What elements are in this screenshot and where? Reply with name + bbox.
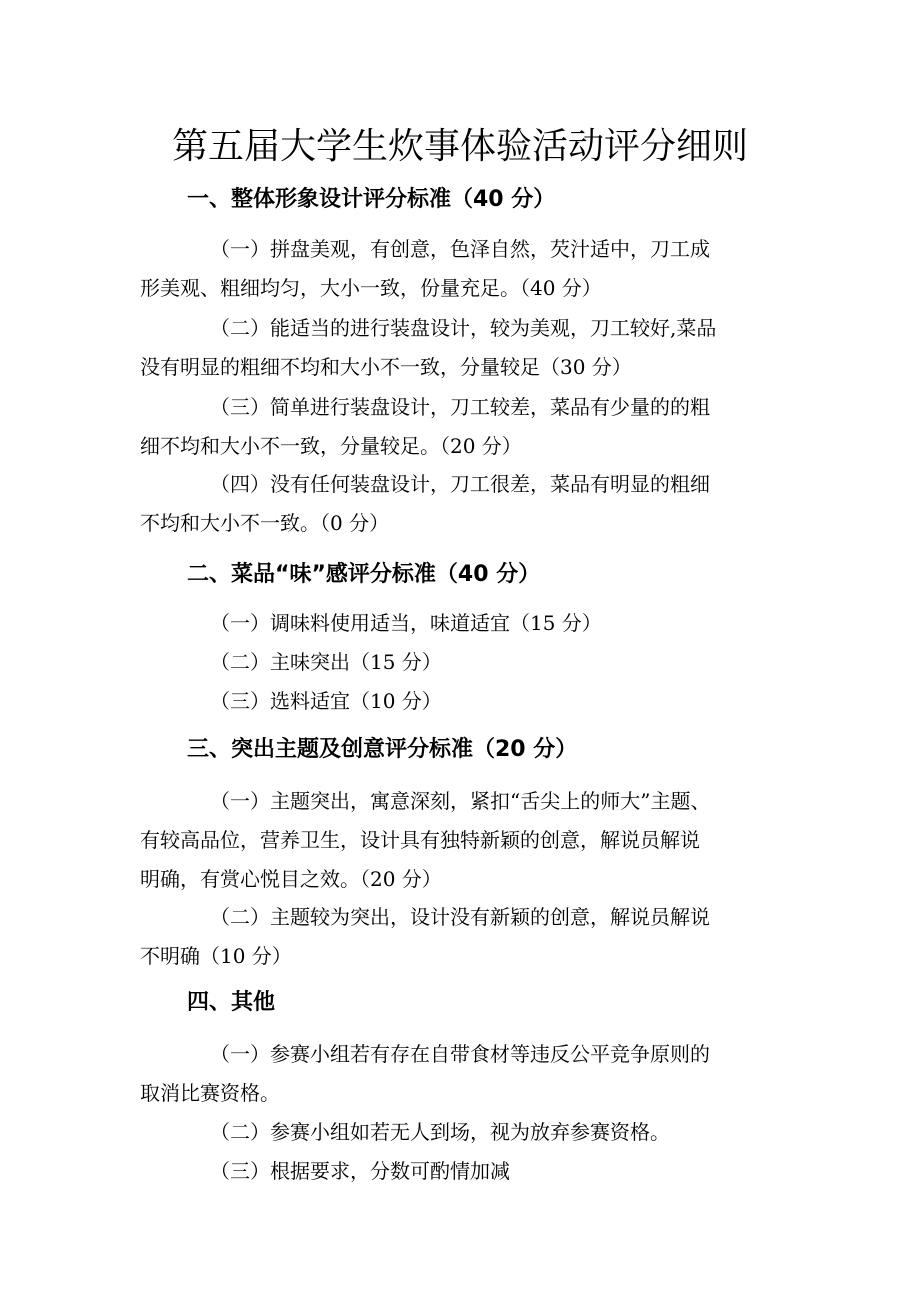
- section-1-item-2: [140, 309, 716, 387]
- section-4-item-3: （三）根据要求，分数可酌情加减: [210, 1159, 510, 1183]
- section-3-item-1: [140, 782, 710, 899]
- item-line: 有较高品位，营养卫生，设计具有独特新颖的创意，解说员解说: [140, 828, 700, 852]
- item-line: （三）简单进行装盘设计，刀工较差，菜品有少量的的粗: [210, 395, 710, 419]
- section-2-item-3: （三）选料适宜（10 分）: [210, 689, 442, 713]
- page-title: 第五届大学生炊事体验活动评分细则: [171, 126, 748, 167]
- item-line: 不均和大小不一致。（0 分）: [140, 511, 390, 535]
- item-line: 明确，有赏心悦目之效。（20 分）: [140, 867, 442, 891]
- section-1-item-1: [140, 230, 710, 308]
- section-heading-1: 一、整体形象设计评分标准（40 分）: [187, 187, 556, 212]
- item-line: 形美观、粗细均匀，大小一致，份量充足。（40 分）: [140, 276, 602, 300]
- section-1-item-4: [140, 465, 710, 543]
- section-2-item-1: （一）调味料使用适当，味道适宜（15 分）: [210, 611, 602, 635]
- item-line: （四）没有任何装盘设计，刀工很差，菜品有明显的粗细: [210, 472, 710, 496]
- section-heading-3: 三、突出主题及创意评分标准（20 分）: [187, 737, 578, 762]
- section-heading-2: 二、菜品“味”感评分标准（40 分）: [187, 562, 541, 587]
- section-heading-4: 四、其他: [187, 990, 276, 1015]
- section-1-item-3: [140, 388, 710, 466]
- item-line: （一）参赛小组若有存在自带食材等违反公平竞争原则的: [210, 1042, 710, 1066]
- section-2-item-2: （二）主味突出（15 分）: [210, 650, 442, 674]
- item-line: 不明确（10 分）: [140, 944, 292, 968]
- item-line: （一）拼盘美观，有创意，色泽自然，芡汁适中，刀工成: [210, 237, 710, 261]
- item-line: （二）主题较为突出，设计没有新颖的创意，解说员解说: [210, 905, 710, 929]
- section-4-item-1: [140, 1035, 710, 1113]
- section-4-item-2: （二）参赛小组如若无人到场，视为放弃参赛资格。: [210, 1120, 670, 1144]
- section-3-item-2: [140, 898, 710, 976]
- item-line: 取消比赛资格。: [140, 1081, 280, 1105]
- item-line: （一）主题突出，寓意深刻，紧扣“舌尖上的师大”主题、: [210, 789, 711, 813]
- item-line: 没有明显的粗细不均和大小不一致，分量较足（30 分）: [140, 355, 632, 379]
- item-line: （二）能适当的进行装盘设计，较为美观，刀工较好,菜品: [210, 316, 717, 340]
- item-line: 细不均和大小不一致，分量较足。（20 分）: [140, 434, 522, 458]
